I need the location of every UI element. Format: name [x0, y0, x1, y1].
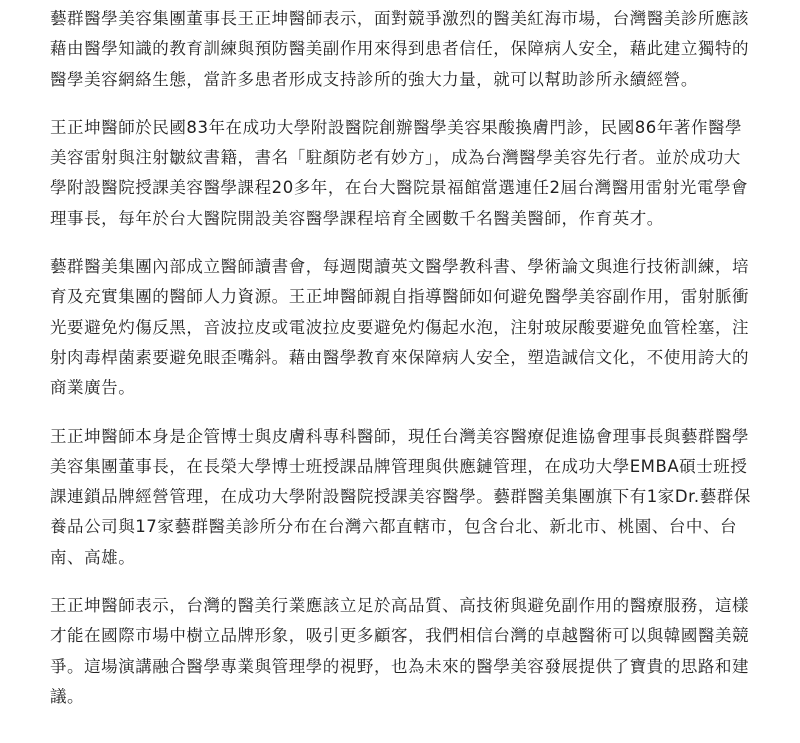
paragraph-line: 議。	[50, 686, 85, 706]
paragraph-line: 藝群醫美集團內部成立醫師讀書會，每週閱讀英文醫學教科書、學術論文與進行技術訓練，培	[50, 257, 750, 277]
paragraph-line: 射肉毒桿菌素要避免眼歪嘴斜。藉由醫學教育來保障病人安全，塑造誠信文化，不使用誇大的	[50, 347, 750, 367]
paragraph-line: 南、高雄。	[50, 547, 136, 567]
paragraph-line: 王正坤醫師本身是企管博士與皮膚科專科醫師，現任台灣美容醫療促進協會理事長與藝群醫學	[50, 426, 750, 446]
paragraph-line: 學附設醫院授課美容醫學課程20多年，在台大醫院景福館當選連任2屆台灣醫用雷射光電學會	[50, 178, 749, 198]
paragraph	[50, 591, 762, 712]
paragraph-line: 美容集團董事長，在長榮大學博士班授課品牌管理與供應鏈管理，在成功大學EMBA碩士班授	[50, 456, 748, 476]
paragraph	[50, 113, 762, 234]
paragraph-line: 藝群醫學美容集團董事長王正坤醫師表示，面對競爭激烈的醫美紅海市場，台灣醫美診所應該	[50, 9, 750, 28]
paragraph	[50, 4, 762, 95]
paragraph-line: 王正坤醫師於民國83年在成功大學附設醫院創辦醫學美容果酸換膚門診，民國86年著作醫學	[50, 117, 743, 137]
paragraph-line: 養品公司與17家藝群醫美診所分布在台灣六都直轄市，包含台北、新北市、桃園、台中、台	[50, 517, 738, 537]
paragraph-line: 商業廣告。	[50, 378, 136, 398]
paragraph	[50, 252, 762, 403]
paragraph-line: 才能在國際市場中樹立品牌形象，吸引更多顧客，我們相信台灣的卓越醫術可以與韓國醫美競	[50, 626, 750, 646]
paragraph-line: 光要避免灼傷反黑，音波拉皮或電波拉皮要避免灼傷起水泡，注射玻尿酸要避免血管栓塞，注	[50, 317, 750, 337]
paragraph-line: 王正坤醫師表示，台灣的醫美行業應該立足於高品質、高技術與避免副作用的醫療服務，這樣	[50, 596, 750, 616]
paragraph-line: 藉由醫學知識的教育訓練與預防醫美副作用來得到患者信任，保障病人安全，藉此建立獨特的	[50, 39, 750, 59]
paragraph-line: 爭。這場演講融合醫學專業與管理學的視野，也為未來的醫學美容發展提供了寶貴的思路和建	[50, 656, 750, 676]
paragraph-line: 美容雷射與注射皺紋書籍，書名「駐顏防老有妙方」，成為台灣醫學美容先行者。並於成功大	[50, 148, 741, 168]
paragraph-line: 醫學美容網絡生態，當許多患者形成支持診所的強大力量，就可以幫助診所永續經營。	[50, 69, 698, 89]
paragraph	[50, 422, 762, 573]
paragraph-line: 育及充實集團的醫師人力資源。王正坤醫師親自指導醫師如何避免醫學美容副作用，雷射脈衝	[50, 287, 750, 307]
paragraph-line: 課連鎖品牌經營管理，在成功大學附設醫院授課美容醫學。藝群醫美集團旗下有1家Dr.藝群保	[50, 487, 751, 507]
paragraph-line: 理事長，每年於台大醫院開設美容醫學課程培育全國數千名醫美醫師，作育英才。	[50, 208, 664, 228]
